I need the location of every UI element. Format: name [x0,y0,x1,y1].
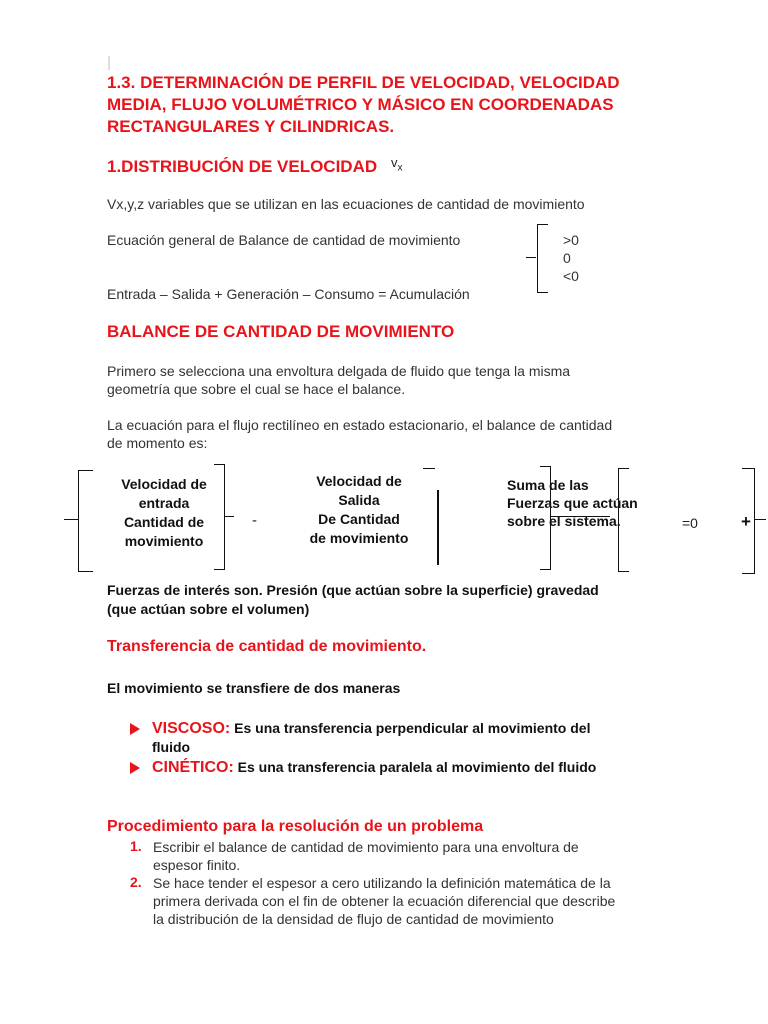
outer-left-brace [78,470,93,572]
box3-brace-tip [550,516,610,517]
box2-left-tick [423,468,435,469]
section4-heading: Procedimiento para la resolución de un problema [107,818,484,835]
bullet-arrow-icon [130,762,140,774]
box-velocidad-salida: Velocidad de Salida De Cantidad de movimiento [309,473,409,546]
case-item: >0 [563,232,579,248]
section3-heading: Transferencia de cantidad de movimiento. [107,638,427,655]
balance-equation: Entrada – Salida + Generación – Consumo = Acumulación [107,286,470,302]
minus-operator: - [252,512,257,529]
section1-heading: 1.DISTRIBUCIÓN DE VELOCIDAD $v_x$ [107,155,403,176]
paragraph-envoltura: Primero se selecciona una envoltura delgada de fluido que tenga la misma geometría que sobre el cual se hace el balance. [107,363,571,397]
step-1: Escribir el balance de cantidad de movimiento para una envoltura de espesor finito. [153,839,579,873]
transfer-intro: El movimiento se transfiere de dos maneras [107,680,401,696]
plus-operator: + [741,512,751,531]
section2-heading: BALANCE DE CANTIDAD DE MOVIMIENTO [107,322,455,341]
page-title [107,72,667,138]
case-item: <0 [563,268,579,284]
outer-left-brace-tip [64,519,78,520]
cases-brace [537,224,548,293]
title-line: 1.3. DETERMINACIÓN DE PERFIL DE VELOCIDAD, VELOCIDAD [107,73,620,92]
title-line: RECTANGULARES Y CILINDRICAS. [107,117,395,136]
step-number: 2. [130,874,142,890]
step-number: 1. [130,838,142,854]
bullet-viscoso: VISCOSO: Es una transferencia perpendicular al movimiento del fluido [152,720,591,755]
equals-zero: =0 [682,515,698,531]
box-velocidad-entrada: Velocidad de entrada Cantidad de movimiento [121,476,207,549]
step-2: Se hace tender el espesor a cero utilizando la definición matemática de la primera derivada con el fin de obtener la ecuación diferencial que describe la distribución de la densidad de flujo de cantidad de movimiento [153,875,616,927]
cases-list [563,231,579,285]
velocity-symbol: $v_x$ [391,155,403,174]
box1-brace-tip [224,516,234,517]
outer-right-brace-tip [754,519,766,520]
case-item: 0 [563,250,571,266]
cases-brace-tip [526,257,536,258]
box1-right-brace [214,464,225,570]
vars-text: Vx,y,z variables que se utilizan en las ecuaciones de cantidad de movimiento [107,196,585,212]
bullet-cinetico: CINÉTICO: Es una transferencia paralela al movimiento del fluido [152,759,597,776]
bullet-arrow-icon [130,723,140,735]
box-suma-fuerzas: Suma de las Fuerzas que actúan sobre el sistema. [507,477,638,529]
title-line: MEDIA, FLUJO VOLUMÉTRICO Y MÁSICO EN COORDENADAS [107,95,614,114]
box2-right-bar [437,490,439,565]
fuerzas-text: Fuerzas de interés son. Presión (que actúan sobre la superficie) gravedad (que actúan sobre el volumen) [107,582,599,617]
paragraph-ecuacion: La ecuación para el flujo rectilíneo en estado estacionario, el balance de cantidad de momento es: [107,417,613,451]
box4-left-brace [618,468,629,572]
margin-marker [108,56,110,70]
box3-right-brace [540,466,551,570]
balance-general-text: Ecuación general de Balance de cantidad de movimiento [107,232,461,248]
